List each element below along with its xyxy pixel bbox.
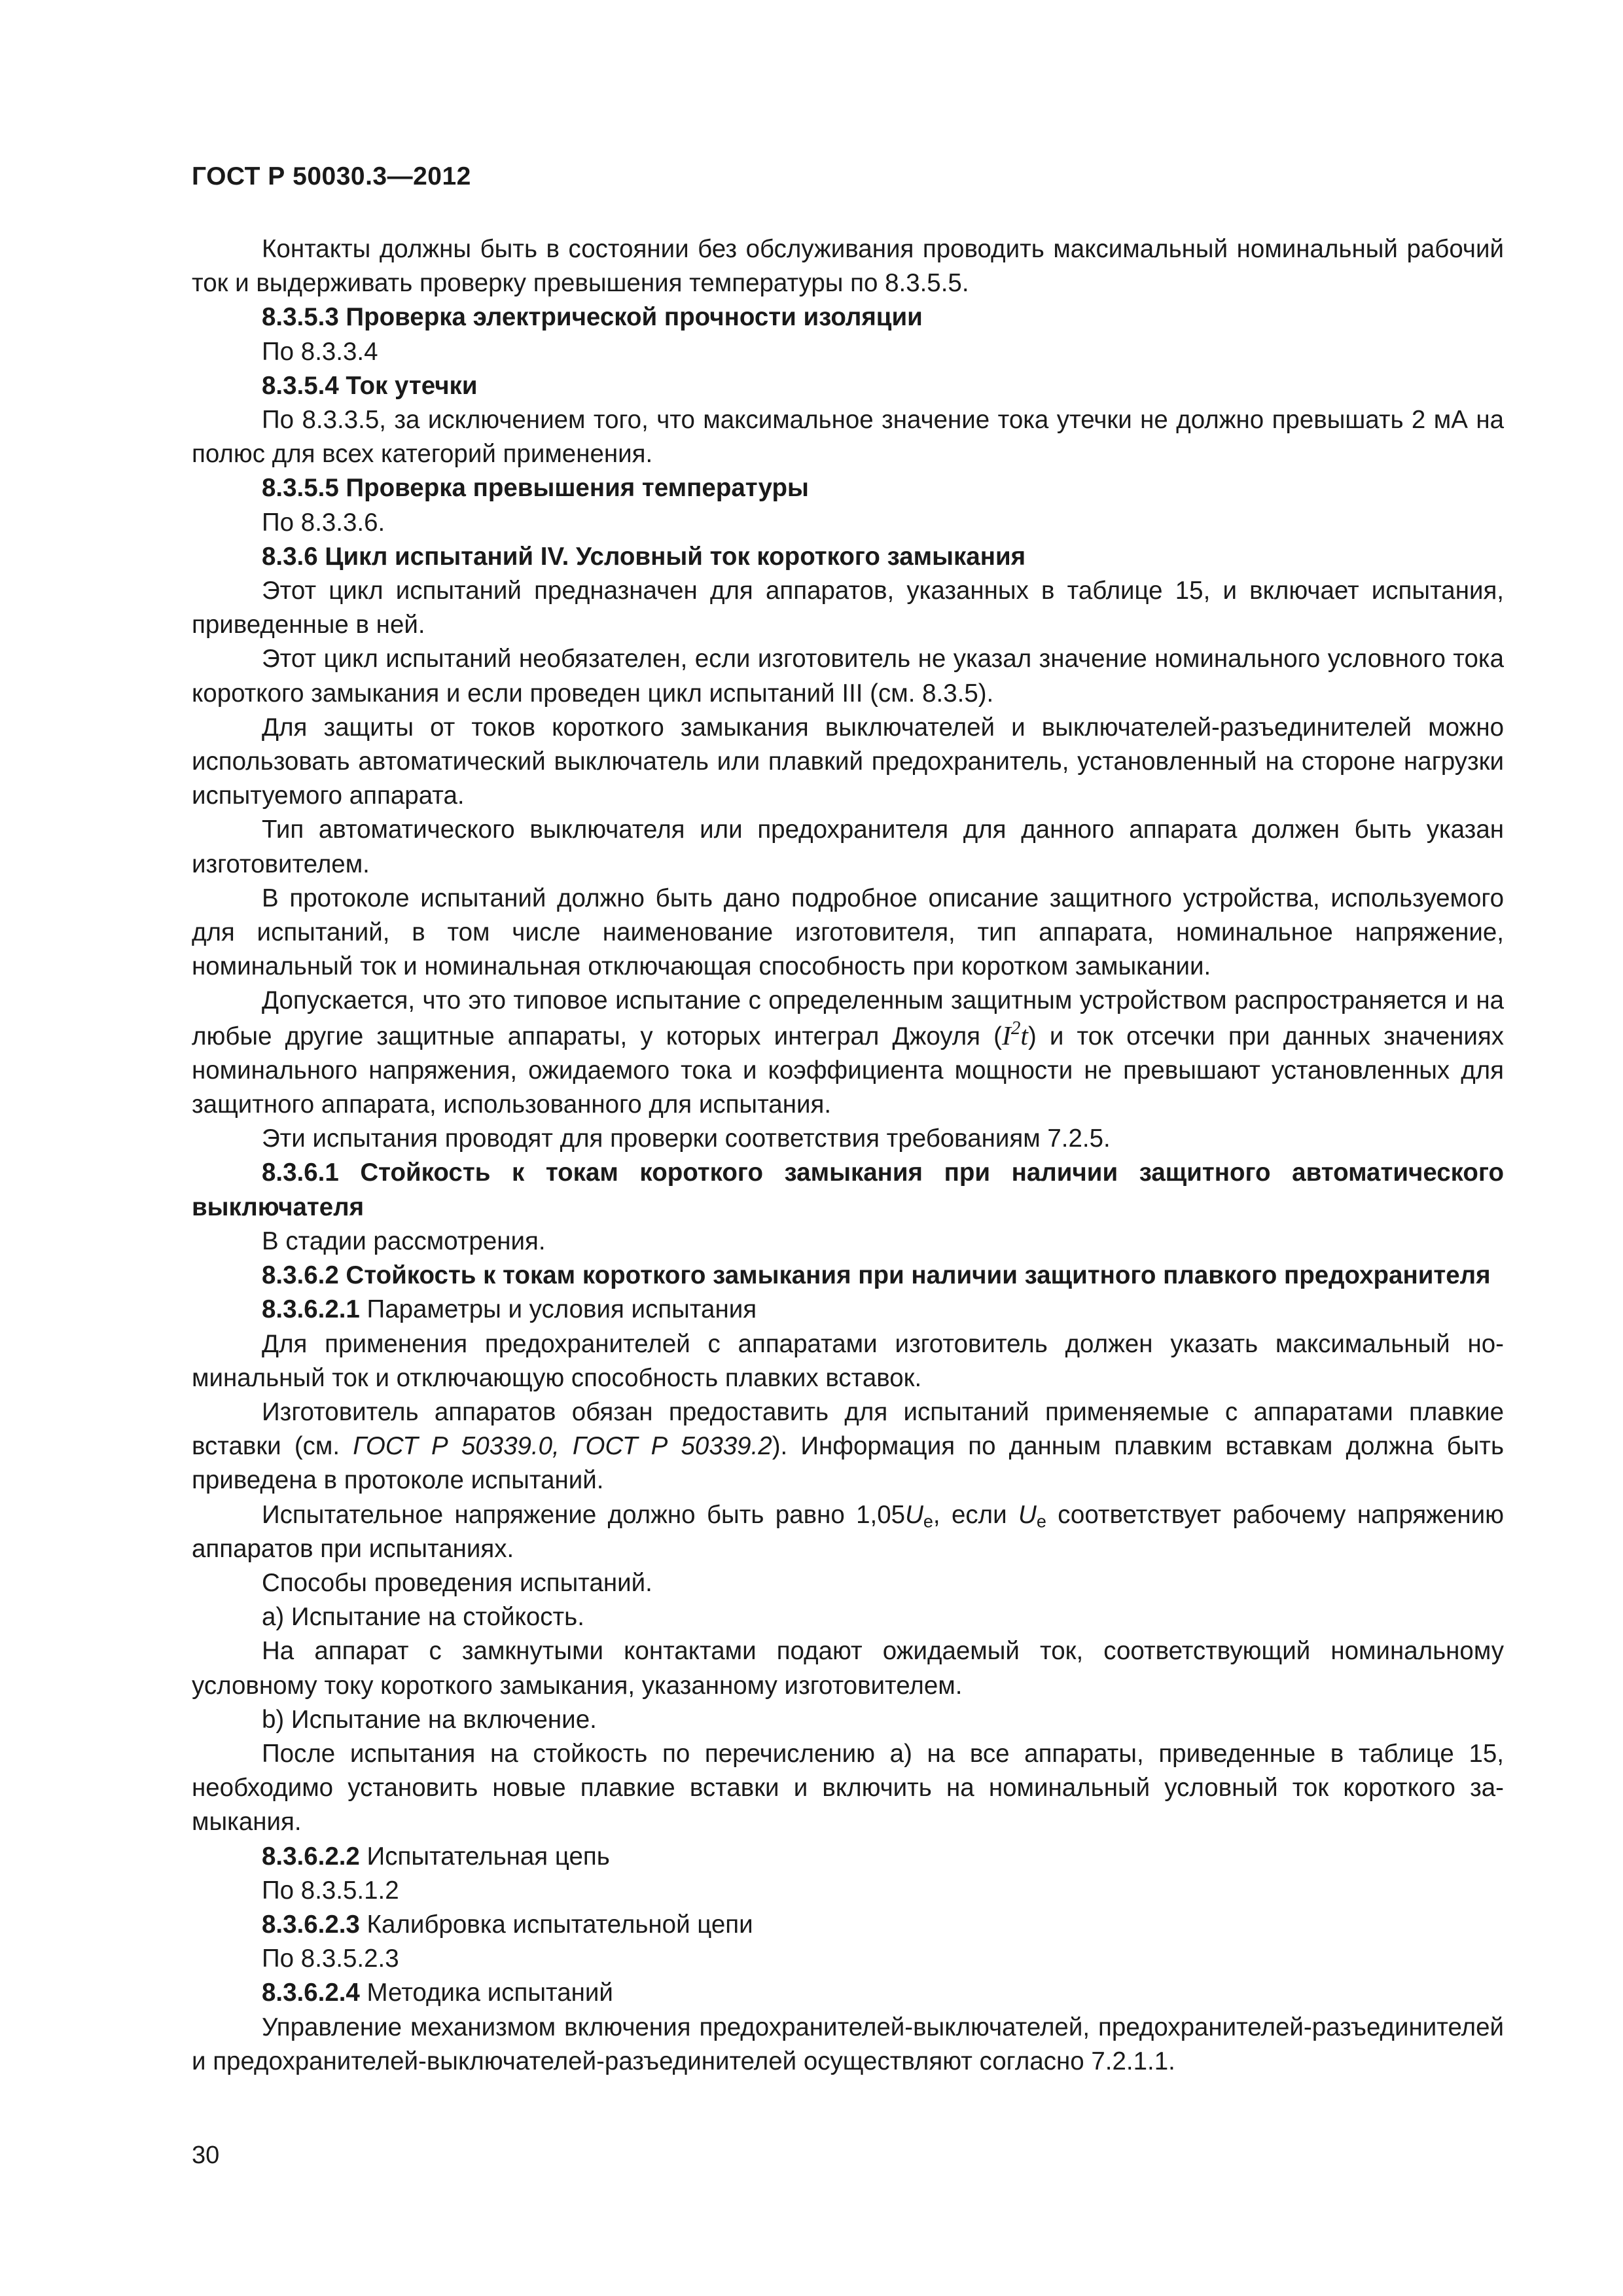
paragraph: По 8.3.5.2.3 <box>262 1945 399 1973</box>
math-i: I <box>1001 1020 1011 1050</box>
subsection-heading <box>192 1908 1504 1942</box>
subsection-number: 8.3.6.2.1 <box>262 1295 360 1324</box>
subsection-number: 8.3.6.2.3 <box>262 1910 360 1939</box>
paragraph-text: , если <box>933 1500 1019 1529</box>
paragraph-text: Изготовитель аппаратов обязан предоставить для испытаний применяемые с аппаратами плавкие вставки (см. <box>192 1397 1504 1461</box>
page-number: 30 <box>192 2142 220 2169</box>
paragraph: По 8.3.3.6. <box>262 508 385 537</box>
standard-reference: ГОСТ Р 50339.0, ГОСТ Р 50339.2 <box>353 1432 772 1461</box>
math-t: t <box>1020 1020 1028 1050</box>
paragraph: Этот цикл испытаний необязателен, если изготовитель не указал значение номинального условного тока короткого замыкания и если проведен цикл испытаний III (см. 8.3.5). <box>192 645 1504 708</box>
subsection-number: 8.3.6.2.4 <box>262 1979 360 2007</box>
paragraph-text: Допускается, что это типовое испытание с определенным защитным устройством распространяется и на любые другие защитные аппараты, у которых интеграл Джоуля ( <box>192 986 1504 1050</box>
paragraph <box>192 1498 1504 1566</box>
section-heading: 8.3.6.2 Стойкость к токам короткого замыкания при наличии защитного плавкого предохранителя <box>262 1261 1491 1290</box>
section-heading: 8.3.6 Цикл испытаний IV. Условный ток короткого замыкания <box>262 542 1026 571</box>
subsection-number: 8.3.6.2.2 <box>262 1842 360 1871</box>
section-heading: 8.3.5.5 Проверка превышения температуры <box>262 474 809 503</box>
section-heading: 8.3.6.1 Стойкость к токам короткого замыкания при наличии защитного автоматического выключателя <box>192 1158 1504 1221</box>
subsection-heading <box>192 1293 1504 1327</box>
paragraph-text: соответствует рабочему напряжению аппаратов при испытаниях. <box>192 1500 1504 1563</box>
paragraph: Тип автоматического выключателя или предохранителя для данного аппарата должен быть указан изготовителем. <box>192 816 1504 878</box>
paragraph: Для применения предохранителей с аппаратами изготовитель должен указать максимальный номинальный ток и отключающую способность плавких вставок. <box>192 1329 1504 1392</box>
paragraph: Контакты должны быть в состоянии без обслуживания проводить максимальный номинальный рабочий ток и выдерживать проверку превышения температуры по 8.3.5.5. <box>192 235 1504 298</box>
paragraph-text: ). Информация по данным плавким вставкам должна быть приведена в протоколе испытаний. <box>192 1432 1505 1495</box>
voltage-subscript: e <box>923 1511 933 1532</box>
paragraph <box>192 984 1504 1122</box>
subsection-title: Калибровка испытательной цепи <box>359 1910 753 1939</box>
math-exponent: 2 <box>1010 1017 1021 1039</box>
paragraph: Этот цикл испытаний предназначен для аппаратов, указанных в таблице 15, и включает испытания, приведенные в ней. <box>192 577 1504 639</box>
voltage-subscript: e <box>1036 1511 1046 1532</box>
joule-integral-symbol <box>1001 1017 1028 1050</box>
voltage-symbol: U <box>1018 1500 1037 1529</box>
subsection-heading <box>192 1840 1504 1874</box>
paragraph-text: Испытательное напряжение должно быть равно 1,05 <box>262 1500 906 1529</box>
subsection-title: Параметры и условия испытания <box>359 1295 757 1324</box>
paragraph: Способы проведения испытаний. <box>262 1568 652 1597</box>
paragraph: После испытания на стойкость по перечислению а) на все аппараты, приведенные в таблице 15, необходимо установить новые плавкие вставки и включить на номинальный условный ток короткого замыкания. <box>192 1739 1504 1837</box>
paragraph: На аппарат с замкнутыми контактами подают ожидаемый ток, соответствующий номинальному условному току короткого замыкания, указанному изготовителем. <box>192 1637 1504 1700</box>
list-item: а) Испытание на стойкость. <box>262 1603 584 1632</box>
paragraph: Для защиты от токов короткого замыкания выключателей и выключателей-разъединителей можно использовать автоматический выключатель или плавкий предохранитель, установленный на стороне нагрузки испытуемого аппарата. <box>192 713 1504 810</box>
paragraph: В протоколе испытаний должно быть дано подробное описание защитного устройства, используемого для испытаний, в том числе наименование изготовителя, тип аппарата, номинальное напряжение, номинальный ток и номинальная отключающая способность при коротком замыкании. <box>192 884 1504 981</box>
subsection-title: Испытательная цепь <box>359 1842 610 1871</box>
paragraph: По 8.3.3.5, за исключением того, что максимальное значение тока утечки не должно превышать 2 мА на полюс для всех категорий применения. <box>192 406 1504 469</box>
paragraph-text: ) и ток отсечки при данных значениях номинального напряжения, ожидаемого тока и коэффициента мощности не превышают установленных для защитного аппарата, использованного для испытания. <box>192 1022 1504 1119</box>
list-item: b) Испытание на включение. <box>262 1705 597 1734</box>
voltage-symbol: U <box>905 1500 923 1529</box>
subsection-heading <box>192 1976 1504 2010</box>
paragraph: По 8.3.3.4 <box>262 337 378 366</box>
section-heading: 8.3.5.3 Проверка электрической прочности изоляции <box>262 303 923 332</box>
paragraph: В стадии рассмотрения. <box>262 1227 546 1255</box>
paragraph: Эти испытания проводят для проверки соответствия требованиям 7.2.5. <box>262 1124 1111 1153</box>
document-body <box>192 232 1504 2079</box>
section-heading: 8.3.5.4 Ток утечки <box>262 371 478 400</box>
document-header: ГОСТ Р 50030.3—2012 <box>192 162 471 190</box>
subsection-title: Методика испытаний <box>359 1979 613 2007</box>
paragraph <box>192 1395 1504 1498</box>
paragraph: По 8.3.5.1.2 <box>262 1876 399 1905</box>
paragraph: Управление механизмом включения предохранителей-выключателей, предохранителей-разъединителей и предохранителей-выключателей-разъединителей осуществляют согласно 7.2.1.1. <box>192 2013 1504 2075</box>
